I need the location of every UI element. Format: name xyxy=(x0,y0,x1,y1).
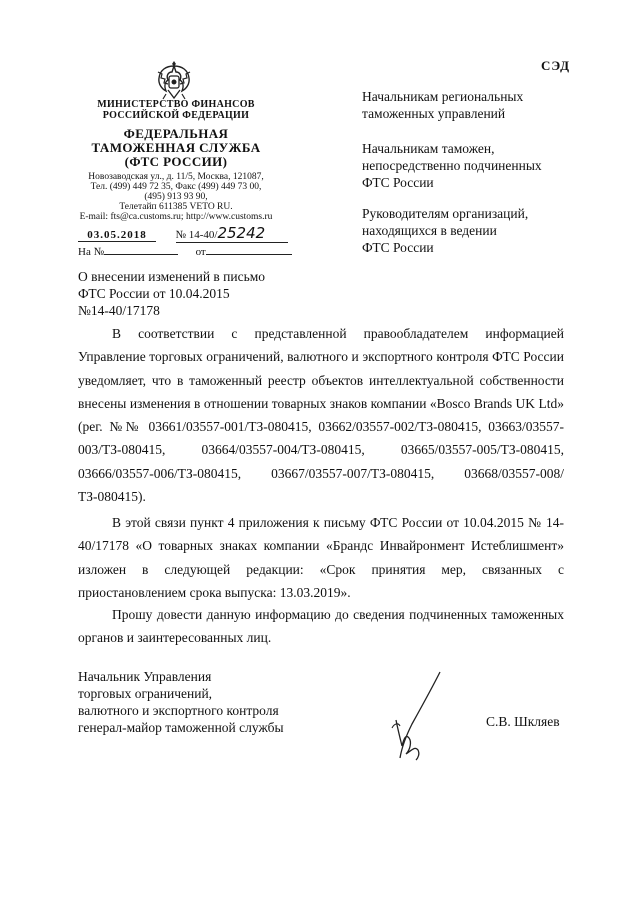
ministry-name xyxy=(78,99,274,121)
contact-phone: Тел. (499) 449 72 35, Факс (499) 449 73 00, xyxy=(90,182,262,192)
service-line-1: ФЕДЕРАЛЬНАЯ xyxy=(123,126,229,141)
addressee-line: Руководителям организаций, xyxy=(362,206,529,221)
addressee-organizations xyxy=(362,205,592,256)
ministry-line-2: РОССИЙСКОЙ ФЕДЕРАЦИИ xyxy=(102,110,250,121)
ministry-line-1: МИНИСТЕРСТВО ФИНАНСОВ xyxy=(97,99,255,110)
registration-number-prefix: № 14-40/ xyxy=(175,229,218,241)
handwritten-signature xyxy=(382,668,452,768)
addressee-line: находящихся в ведении xyxy=(362,223,497,238)
registration-number-handwritten: 25242 xyxy=(217,224,266,242)
service-line-3: (ФТС РОССИИ) xyxy=(124,154,228,169)
addressee-line: непосредственно подчиненных xyxy=(362,158,542,173)
addressee-line: ФТС России xyxy=(362,175,434,190)
from-label: от xyxy=(195,246,206,258)
body-paragraph-2: В этой связи пункт 4 приложения к письму ФТС России от 10.04.2015 № 14-40/17178 «О товарных знаках компании «Брандс Инвайронмент Истеблишмент» изложен в следующей редакции: «Срок принятия мер, связанных с приостановлением срока выпуска: 13.03.2019». xyxy=(78,515,564,600)
addressee-regional xyxy=(362,88,592,122)
contact-phone-2: (495) 913 93 90, xyxy=(144,192,208,202)
contact-email: E-mail: fts@ca.customs.ru; http://www.customs.ru xyxy=(79,212,273,222)
on-number-label: На № xyxy=(78,246,105,258)
reference-line xyxy=(78,246,288,258)
addressee-line: Начальникам региональных xyxy=(362,89,524,104)
addressee-line: Начальникам таможен, xyxy=(362,141,495,156)
subject-line: №14-40/17178 xyxy=(78,303,160,318)
addressee-customs xyxy=(362,140,592,191)
letter-subject xyxy=(78,268,278,319)
contact-teletype: Телетайп 611385 VETO RU. xyxy=(119,202,233,212)
contact-address: Новозаводская ул., д. 11/5, Москва, 121087, xyxy=(88,172,264,182)
coat-of-arms-emblem xyxy=(154,58,194,102)
from-blank xyxy=(206,254,292,255)
signer-position-line: валютного и экспортного контроля xyxy=(78,703,279,718)
registration-date: 03.05.2018 xyxy=(78,229,156,242)
signer-name: С.В. Шкляев xyxy=(486,714,560,729)
registration-line xyxy=(78,224,288,243)
subject-line: О внесении изменений в письмо xyxy=(78,269,266,284)
service-line-2: ТАМОЖЕННАЯ СЛУЖБА xyxy=(91,140,261,155)
contact-info xyxy=(70,172,282,222)
service-name xyxy=(78,127,274,169)
signer-position-line: торговых ограничений, xyxy=(78,686,213,701)
on-number-blank xyxy=(104,254,178,255)
signer-position-line: генерал-майор таможенной службы xyxy=(78,720,284,735)
subject-line: ФТС России от 10.04.2015 xyxy=(78,286,230,301)
signer-position xyxy=(78,668,308,736)
registration-number xyxy=(176,224,288,243)
addressee-line: таможенных управлений xyxy=(362,106,506,121)
addressee-line: ФТС России xyxy=(362,240,434,255)
sed-mark: СЭД xyxy=(541,58,571,73)
body-paragraph-3: Прошу довести данную информацию до сведения подчиненных таможенных органов и заинтересованных лиц. xyxy=(78,607,564,646)
body-paragraph-1: В соответствии с представленной правообладателем информацией Управление торговых ограничений, валютного и экспортного контроля ФТС России уведомляет, что в таможенный реестр объектов интеллектуальной собственности внесены изменения в отношении товарных знаков компании «Bosco Brands UK Ltd» (рег. №№ 03661/03557-001/ТЗ-080415, 03662/03557-002/ТЗ-080415, 03663/03557-003/ТЗ-080415, 03664/03557-004/ТЗ-080415, 03665/03557-005/ТЗ-080415, 03666/03557-006/ТЗ-080415, 03667/03557-007/ТЗ-080415, 03668/03557-008/ТЗ-080415). xyxy=(78,326,564,505)
signer-position-line: Начальник Управления xyxy=(78,669,212,684)
